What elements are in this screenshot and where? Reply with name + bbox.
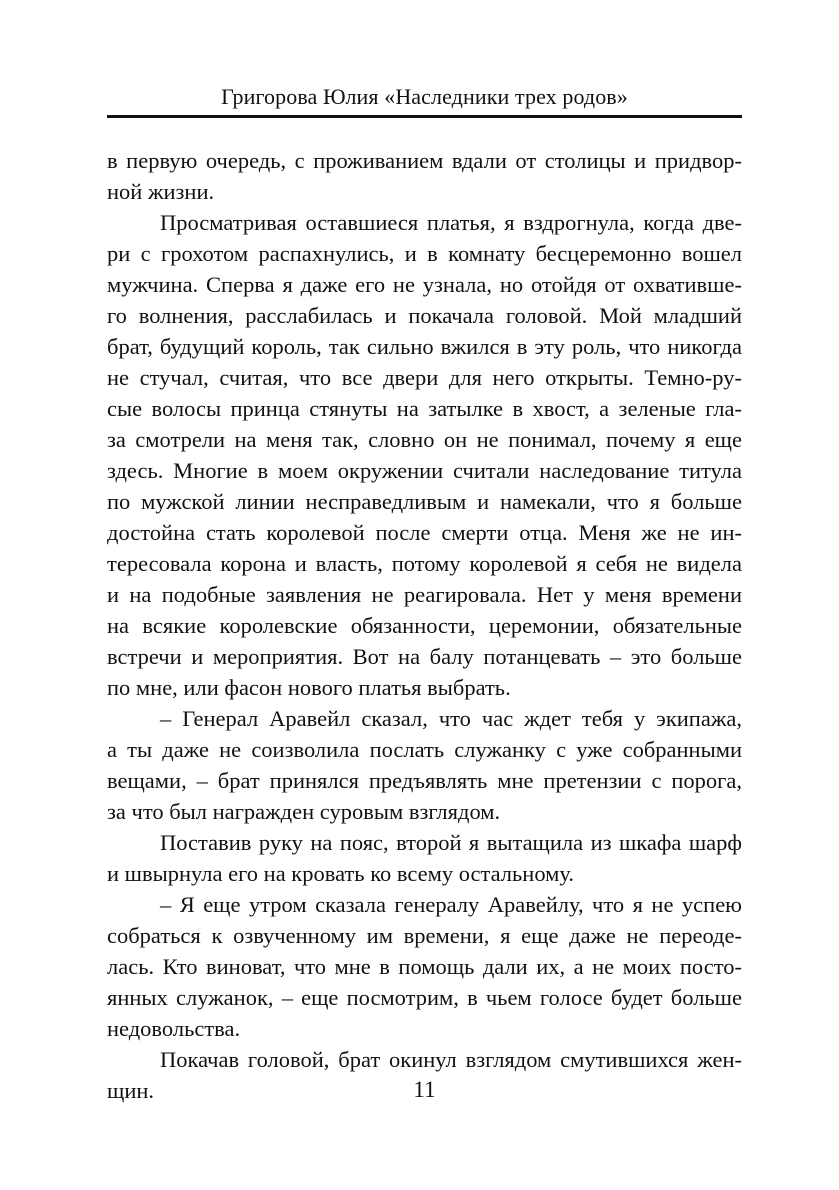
text-line: ри с грохотом распахнулись, и в комнату бесцеремонно вошел [107,241,742,266]
text-line: а ты даже не соизволила послать служанку с уже собранными [107,737,742,762]
text-line: по мне, или фасон нового платья выбрать. [107,675,511,700]
page-number: 11 [413,1077,436,1102]
text-line: – Генерал Аравейл сказал, что час ждет тебя у экипажа, [160,706,742,731]
text-line: го волнения, расслабилась и покачала головой. Мой младший [107,303,742,328]
text-line: собраться к озвученному им времени, я еще даже не переоде- [107,923,742,948]
body-text [107,145,742,1106]
text-line: – Я еще утром сказала генералу Аравейлу, что я не успею [160,892,742,917]
text-line: и швырнула его на кровать ко всему остальному. [107,861,575,886]
text-line: за что был награжден суровым взглядом. [107,799,501,824]
text-line: недовольства. [107,1016,241,1041]
text-line: достойна стать королевой после смерти отца. Меня же не ин- [107,520,742,545]
text-line: Покачав головой, брат окинул взглядом смутившихся жен- [160,1047,742,1072]
text-line: за смотрели на меня так, словно он не понимал, почему я еще [107,427,742,452]
text-line: щин. [107,1078,155,1103]
text-line: Поставив руку на пояс, второй я вытащила из шкафа шарф [160,830,742,855]
text-line: ной жизни. [107,179,215,204]
text-line: по мужской линии несправедливым и намекали, что я больше [107,489,742,514]
text-line: сые волосы принца стянуты на затылке в хвост, а зеленые гла- [107,396,742,421]
text-line: Просматривая оставшиеся платья, я вздрогнула, когда две- [160,210,742,235]
running-header: Григорова Юлия «Наследники трех родов» [221,84,628,109]
text-line: лась. Кто виноват, что мне в помощь дали их, а не моих посто- [107,954,742,979]
text-line: тересовала корона и власть, потому королевой я себя не видела [107,551,742,576]
text-line: брат, будущий король, так сильно вжился в эту роль, что никогда [107,334,742,359]
text-line: и на подобные заявления не реагировала. Нет у меня времени [107,582,742,607]
text-line: в первую очередь, с проживанием вдали от столицы и придвор- [107,148,742,173]
text-line: на всякие королевские обязанности, церемонии, обязательные [107,613,742,638]
header-rule [107,115,742,118]
text-line: не стучал, считая, что все двери для него открыты. Темно-ру- [107,365,742,390]
text-line: здесь. Многие в моем окружении считали наследование титула [107,458,742,483]
text-line: мужчина. Сперва я даже его не узнала, но отойдя от охвативше- [107,272,742,297]
text-line: вещами, – брат принялся предъявлять мне претензии с порога, [107,768,742,793]
text-line: янных служанок, – еще посмотрим, в чьем голосе будет больше [107,985,742,1010]
text-line: встречи и мероприятия. Вот на балу потанцевать – это больше [107,644,742,669]
